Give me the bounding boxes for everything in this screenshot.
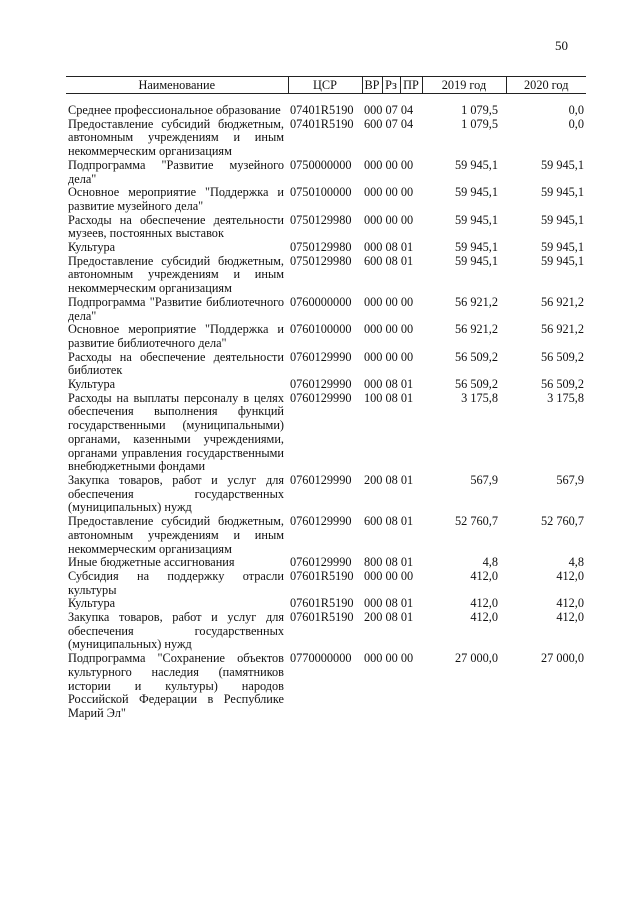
table-row [66,570,586,597]
row-codes: 000 00 00 [364,212,414,227]
row-amount-2020: 4,8 [568,555,584,570]
row-amount-2020: 59 945,1 [540,240,584,255]
header-csr: ЦСР [288,77,362,94]
row-name: Культура [68,596,116,611]
row-name: Предоставление субсидий бюджетным, автономным учреждениям и иным некоммерческим организациям [68,253,284,296]
table-row [66,118,586,159]
row-csr: 0760129990 [290,555,352,570]
row-codes: 800 08 01 [364,555,414,570]
table-row [66,351,586,378]
table-row [66,556,586,570]
table-row [66,186,586,213]
row-amount-2019: 59 945,1 [454,253,498,268]
row-name: Основное мероприятие "Поддержка и развитие библиотечного дела" [68,322,284,350]
row-codes: 000 08 01 [364,596,414,611]
row-codes: 000 00 00 [364,185,414,200]
row-csr: 07401R5190 [290,103,354,117]
row-amount-2019: 4,8 [482,555,498,570]
row-codes: 100 08 01 [364,390,414,405]
table-row [66,323,586,350]
header-pr: ПР [400,77,422,94]
row-amount-2020: 59 945,1 [540,212,584,227]
table-row [66,159,586,186]
row-amount-2019: 52 760,7 [454,514,498,529]
row-amount-2020: 3 175,8 [547,390,584,405]
row-name: Культура [68,377,116,392]
row-name: Расходы на обеспечение деятельности библиотек [68,349,284,378]
row-csr: 0760129990 [290,377,352,392]
row-amount-2020: 412,0 [556,610,584,625]
row-name: Культура [68,240,116,255]
header-rz: Рз [382,77,400,94]
row-amount-2019: 59 945,1 [454,185,498,200]
row-amount-2020: 0,0 [568,103,584,117]
page-number: 50 [555,38,568,53]
table-row [66,611,586,652]
row-codes: 600 08 01 [364,514,414,529]
row-codes: 600 08 01 [364,253,414,268]
row-amount-2020: 56 509,2 [540,377,584,392]
table-row [66,214,586,241]
row-csr: 07601R5190 [290,596,354,611]
row-name: Основное мероприятие "Поддержка и развитие музейного дела" [68,185,284,213]
header-2020: 2020 год [506,77,586,94]
row-codes: 000 07 04 [364,103,414,117]
table-row [66,515,586,556]
row-csr: 0760129990 [290,390,352,405]
row-amount-2019: 412,0 [470,596,498,611]
row-name: Закупка товаров, работ и услуг для обеспечения государственных (муниципальных) нужд [68,610,284,652]
row-name: Иные бюджетные ассигнования [68,555,235,570]
row-amount-2019: 412,0 [470,568,498,583]
row-amount-2020: 59 945,1 [540,185,584,200]
row-csr: 0750100000 [290,185,352,200]
header-vr: ВР [362,77,382,94]
row-amount-2020: 56 921,2 [540,322,584,337]
row-csr: 0750129980 [290,253,352,268]
row-amount-2019: 567,9 [470,472,498,487]
row-amount-2019: 56 509,2 [454,377,498,392]
table-row [66,378,586,392]
row-amount-2020: 52 760,7 [540,514,584,529]
row-codes: 000 00 00 [364,157,414,172]
row-name: Расходы на обеспечение деятельности музеев, постоянных выставок [68,212,284,241]
row-csr: 0760100000 [290,322,352,337]
table-row [66,392,586,474]
row-codes: 000 00 00 [364,349,414,364]
row-csr: 07601R5190 [290,610,354,625]
row-amount-2020: 412,0 [556,568,584,583]
row-amount-2019: 1 079,5 [461,116,498,131]
row-csr: 0750129980 [290,212,352,227]
row-amount-2020: 412,0 [556,596,584,611]
row-csr: 0750000000 [290,157,352,172]
row-amount-2019: 56 921,2 [454,322,498,337]
table-body [66,94,586,721]
row-name: Предоставление субсидий бюджетным, автономным учреждениям и иным некоммерческим организациям [68,514,284,556]
row-csr: 0750129980 [290,240,352,255]
row-codes: 200 08 01 [364,610,414,625]
header-name: Наименование [66,77,288,94]
row-amount-2020: 56 921,2 [540,294,584,309]
row-codes: 000 00 00 [364,568,414,583]
row-name: Расходы на выплаты персоналу в целях обеспечения выполнения функций государственными (муниципальными) органами, казенными учреждениями, органами управления государственными внебюджетными фондами [68,390,284,474]
table-row [66,652,586,721]
row-codes: 600 07 04 [364,116,414,131]
row-codes: 000 08 01 [364,377,414,392]
row-amount-2019: 1 079,5 [461,103,498,117]
row-name: Подпрограмма "Развитие библиотечного дела" [68,294,284,323]
row-name: Субсидия на поддержку отрасли культуры [68,568,284,597]
row-amount-2019: 56 921,2 [454,294,498,309]
row-name: Предоставление субсидий бюджетным, автономным учреждениям и иным некоммерческим организациям [68,116,284,159]
row-name: Среднее профессиональное образование [68,103,281,117]
row-codes: 000 00 00 [364,294,414,309]
row-name: Закупка товаров, работ и услуг для обеспечения государственных (муниципальных) нужд [68,472,284,515]
row-amount-2020: 59 945,1 [540,157,584,172]
row-amount-2019: 59 945,1 [454,240,498,255]
table-header [66,77,586,94]
row-name: Подпрограмма "Развитие музейного дела" [68,157,284,186]
row-amount-2019: 56 509,2 [454,349,498,364]
row-codes: 200 08 01 [364,472,414,487]
table-row [66,474,586,515]
row-amount-2020: 567,9 [556,472,584,487]
row-csr: 0760000000 [290,294,352,309]
row-amount-2020: 0,0 [568,116,584,131]
row-name: Подпрограмма "Сохранение объектов культурного наследия (памятников истории и культуры) народов Российской Федерации в Республике Марий Эл" [68,651,284,720]
table-row [66,94,586,118]
row-amount-2019: 59 945,1 [454,212,498,227]
table-row [66,597,586,611]
row-csr: 07601R5190 [290,568,354,583]
row-amount-2019: 59 945,1 [454,157,498,172]
row-codes: 000 00 00 [364,322,414,337]
row-csr: 0770000000 [290,651,352,666]
row-csr: 0760129990 [290,349,352,364]
row-amount-2020: 56 509,2 [540,349,584,364]
row-amount-2020: 59 945,1 [540,253,584,268]
row-amount-2019: 27 000,0 [454,651,498,666]
row-csr: 0760129990 [290,514,352,529]
row-codes: 000 00 00 [364,651,414,666]
table-row [66,241,586,255]
table-row [66,296,586,323]
row-amount-2020: 27 000,0 [540,651,584,666]
row-codes: 000 08 01 [364,240,414,255]
row-csr: 0760129990 [290,472,352,487]
row-amount-2019: 412,0 [470,610,498,625]
table-row [66,255,586,296]
budget-table [66,76,586,721]
row-amount-2019: 3 175,8 [461,390,498,405]
row-csr: 07401R5190 [290,116,354,131]
header-2019: 2019 год [422,77,506,94]
